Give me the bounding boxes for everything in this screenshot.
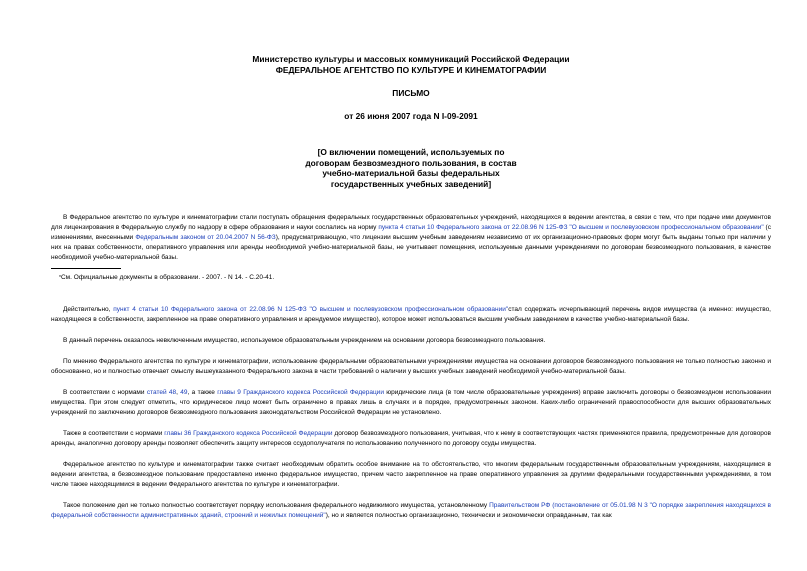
paragraph-8	[51, 501, 771, 521]
paragraph-7: Федеральное агентство по культуре и кинематографии также считает необходимым обратить особое внимание на то обстоятельство, что многим федеральным государственным образовательным учреждениям, находящимся в ведении агентства, в безвозмездное пользование предоставлено именно федеральное имущество, причем часто закрепленное на праве оперативного управления за другими федеральными государственными учреждениями, в том числе также находящимися в ведении Федерального агентства по культуре и кинематографии.	[51, 461, 771, 488]
text: Также в соответствии с нормами	[63, 430, 165, 437]
text: Такое положение дел не только полностью соответствует порядку использования федерального недвижимого имущества, установленному	[63, 502, 490, 509]
ministry-name: Министерство культуры и массовых коммуникаций Российской Федерации	[252, 54, 570, 64]
text: ), предусматривающую, что лицензии высшим учебным заведениям независимо от их организационно-правовых форм могут быть выданы только при наличии у них на правах собственности, оперативного управления или аренды необходимой учебно-материальной базы, не учитывает помещения, используемые данными учреждениями по договорам безвозмездного пользования, в качестве необходимой учебно-материальной базы.	[51, 234, 771, 261]
paragraph-5	[51, 388, 771, 418]
document-date: от 26 июня 2007 года N I-09-2091	[344, 111, 478, 121]
law-link[interactable]: 49	[180, 389, 188, 396]
text: ,	[176, 389, 181, 396]
subject-line: [О включении помещений, используемых по	[317, 147, 505, 157]
subject-line: государственных учебных заведений]	[330, 178, 492, 189]
subject-line: учебно-материальной базы федеральных	[322, 168, 500, 178]
paragraph-6	[51, 429, 771, 449]
text: договор безвозмездного пользования, учитывая, что к нему в соответствующих частях применяются правила, предусмотренные для договоров аренды, аналогично договору аренды позволяет обеспечить защиту интересов ссудополучателя по использованию полученного по договору ссуды имущества.	[51, 430, 771, 447]
paragraph-1	[51, 213, 771, 263]
law-link[interactable]: главы 36 Гражданского кодекса Российской Федерации	[164, 430, 333, 437]
footnote-marker: *	[59, 275, 61, 281]
law-link[interactable]: Федеральным законом от 20.04.2007 N 56-ФЗ	[135, 234, 276, 241]
law-link[interactable]: пункт 4 статьи 10 Федерального закона от 22.08.96 N 125-ФЗ "О высшем и послевузовском профессиональном образовании"	[113, 306, 509, 313]
law-link[interactable]: статей 48	[146, 389, 177, 396]
text: В Федеральное агентство по культуре и кинематографии стали поступать обращения федеральных государственных образовательных учреждений, находящихся в ведении агентства, в связи с тем, что при подаче ими документов для лицензирования в Федеральную службу по надзору в сфере образования и науки сослались на норму	[51, 214, 771, 231]
document-body	[51, 213, 771, 521]
document-type: ПИСЬМО	[392, 88, 430, 98]
subject-line: договорам безвозмездного пользования, в состав	[305, 157, 517, 168]
law-link[interactable]: пункта 4 статьи 10 Федерального закона от 22.08.96 N 125-ФЗ "О высшем и послевузовском профессиональном образовании"	[378, 224, 764, 231]
footnote-divider	[51, 268, 121, 269]
agency-name: ФЕДЕРАЛЬНОЕ АГЕНТСТВО ПО КУЛЬТУРЕ И КИНЕМАТОГРАФИИ	[275, 65, 547, 75]
footnote-text: См. Официальные документы в образовании. - 2007. - N 14. - С.20-41.	[60, 274, 275, 281]
paragraph-4: По мнению Федерального агентства по культуре и кинематографии, использование федеральными образовательными учреждениями имущества на основании договоров безвозмездного пользования не только полностью законно и обоснованно, но и полностью отвечает смыслу вышеуказанного Федерального закона в части требований о наличии у высших учебных заведений необходимой учебно-материальной базы.	[51, 358, 771, 375]
document-header	[51, 54, 771, 122]
text: стал содержать исчерпывающий перечень видов имущества (а именно: имущество, находящееся в собственности, закрепленное на праве оперативного управления и арендуемое имущество), которое может использоваться высшим учебным заведением в качестве учебно-материальной базы.	[51, 306, 771, 323]
law-link[interactable]: главы 9 Гражданского кодекса Российской Федерации	[217, 389, 384, 396]
footnote	[51, 273, 771, 283]
text: (с изменениями, внесенными	[51, 224, 771, 241]
text: ), но и является полностью организационно, технически и экономически оправданным, так как	[325, 512, 612, 519]
document-subject	[261, 147, 561, 189]
text: , а также	[187, 389, 218, 396]
text: В соответствии с нормами	[63, 389, 147, 396]
text: юридические лица (в том числе образовательные учреждения) вправе заключить договоры о безвозмездном использовании имущества. При этом следует отметить, что юридическое лицо может быть ограничено в правах лишь в случаях и в порядке, предусмотренных законом. Каких-либо ограничений правоспособности для высших образовательных учреждений по заключению договоров безвозмездного пользования законодательством Российской Федерации не установлено.	[51, 389, 772, 416]
law-link[interactable]: Правительством РФ (постановление от 05.01.98 N 3 "О порядке закрепления находящихся в федеральной собственности административных зданий, строений и нежилых помещений"	[51, 502, 771, 519]
paragraph-3: В данный перечень оказалось невключенным имущество, используемое образовательным учреждением на основании договора безвозмездного пользования.	[63, 337, 546, 344]
text: Действительно,	[63, 306, 114, 313]
paragraph-2	[51, 305, 771, 325]
